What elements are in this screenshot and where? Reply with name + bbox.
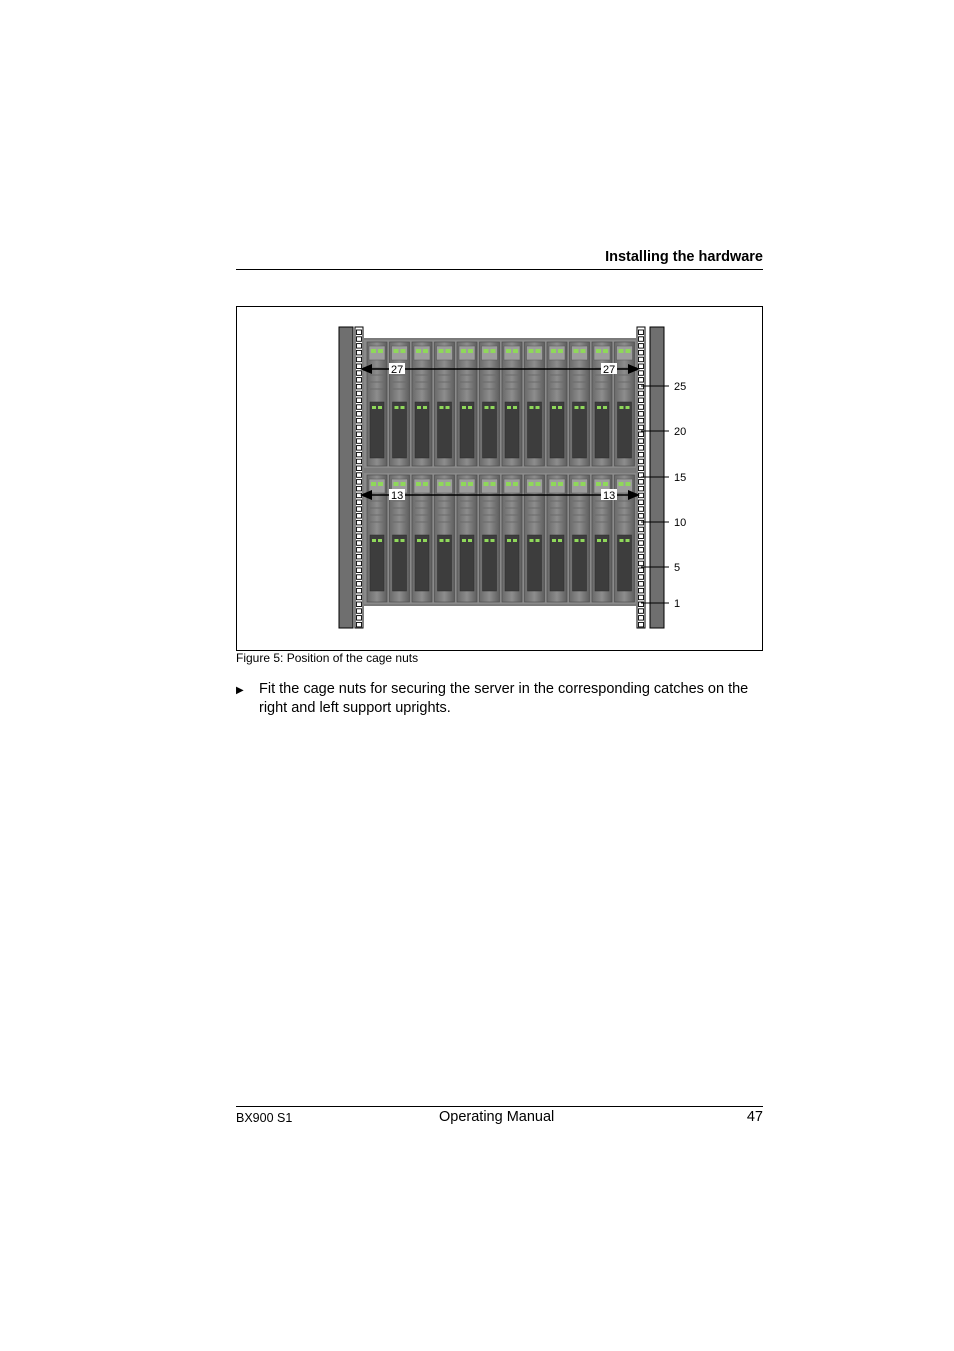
scale-label: 10	[674, 517, 687, 529]
arrow-label: 13	[603, 490, 616, 502]
drive-bay	[505, 535, 519, 591]
mounting-hole	[639, 405, 644, 410]
status-led	[484, 482, 489, 486]
mounting-hole	[357, 616, 362, 621]
status-led	[626, 349, 631, 353]
mounting-hole	[639, 575, 644, 580]
drive-led	[558, 406, 562, 409]
drive-led	[626, 406, 630, 409]
drive-bay	[393, 535, 407, 591]
mounting-hole	[639, 432, 644, 437]
mounting-hole	[639, 418, 644, 423]
drive-led	[446, 539, 450, 542]
mounting-hole	[357, 398, 362, 403]
mounting-hole	[639, 493, 644, 498]
scale-label: 5	[674, 562, 681, 574]
drive-bay	[550, 535, 564, 591]
mounting-hole	[639, 446, 644, 451]
drive-led	[552, 539, 556, 542]
mounting-hole	[357, 514, 362, 519]
mounting-hole	[357, 439, 362, 444]
status-led	[596, 482, 601, 486]
drive-led	[530, 406, 534, 409]
mounting-hole	[357, 588, 362, 593]
upright-rail	[339, 327, 353, 628]
mounting-hole	[639, 391, 644, 396]
mounting-hole	[639, 466, 644, 471]
drive-led	[513, 539, 517, 542]
mounting-hole	[357, 473, 362, 478]
mounting-hole	[357, 446, 362, 451]
drive-led	[378, 539, 382, 542]
drive-led	[372, 539, 376, 542]
mounting-hole	[357, 520, 362, 525]
mounting-hole	[357, 337, 362, 342]
status-led	[491, 349, 496, 353]
mounting-hole	[357, 371, 362, 376]
drive-led	[597, 539, 601, 542]
drive-led	[620, 539, 624, 542]
figure-caption: Figure 5: Position of the cage nuts	[236, 651, 419, 665]
drive-led	[417, 539, 421, 542]
drive-led	[513, 406, 517, 409]
mounting-hole	[357, 602, 362, 607]
scale-label: 15	[674, 472, 687, 484]
status-led	[558, 349, 563, 353]
mounting-hole	[639, 507, 644, 512]
drive-led	[462, 539, 466, 542]
drive-led	[468, 406, 472, 409]
drive-bay	[438, 535, 452, 591]
mounting-hole	[357, 350, 362, 355]
drive-led	[423, 539, 427, 542]
drive-led	[417, 406, 421, 409]
mounting-hole	[357, 554, 362, 559]
drive-bay	[595, 402, 609, 458]
drive-bay	[460, 535, 474, 591]
drive-bay	[573, 402, 587, 458]
status-led	[394, 482, 399, 486]
drive-bay	[370, 535, 384, 591]
status-led	[468, 349, 473, 353]
status-led	[506, 482, 511, 486]
drive-led	[485, 539, 489, 542]
status-led	[371, 349, 376, 353]
status-led	[423, 482, 428, 486]
status-led	[529, 482, 534, 486]
mounting-hole	[357, 459, 362, 464]
mounting-hole	[639, 371, 644, 376]
mounting-hole	[639, 459, 644, 464]
drive-led	[626, 539, 630, 542]
mounting-hole	[639, 554, 644, 559]
status-led	[551, 482, 556, 486]
mounting-hole	[639, 486, 644, 491]
mounting-hole	[357, 405, 362, 410]
mounting-hole	[357, 344, 362, 349]
drive-led	[507, 406, 511, 409]
mounting-hole	[639, 412, 644, 417]
mounting-hole	[639, 527, 644, 532]
drive-led	[401, 406, 405, 409]
mounting-hole	[639, 582, 644, 587]
status-led	[401, 349, 406, 353]
triangle-bullet-icon: ▶	[236, 685, 244, 696]
mounting-hole	[357, 493, 362, 498]
drive-bay	[550, 402, 564, 458]
mounting-hole	[357, 568, 362, 573]
status-led	[423, 349, 428, 353]
scale-label: 25	[674, 381, 687, 393]
drive-bay	[618, 402, 632, 458]
drive-led	[507, 539, 511, 542]
mounting-hole	[639, 561, 644, 566]
drive-bay	[415, 535, 429, 591]
status-led	[536, 482, 541, 486]
drive-bay	[460, 402, 474, 458]
mounting-hole	[357, 534, 362, 539]
status-led	[461, 349, 466, 353]
status-led	[371, 482, 376, 486]
drive-bay	[528, 402, 542, 458]
drive-bay	[370, 402, 384, 458]
status-led	[626, 482, 631, 486]
mounting-hole	[639, 384, 644, 389]
mounting-hole	[639, 480, 644, 485]
drive-led	[575, 406, 579, 409]
mounting-hole	[639, 378, 644, 383]
drive-bay	[573, 535, 587, 591]
mounting-hole	[357, 561, 362, 566]
section-title: Installing the hardware	[605, 249, 763, 265]
mounting-hole	[357, 548, 362, 553]
status-led	[529, 349, 534, 353]
status-led	[439, 349, 444, 353]
mounting-hole	[357, 384, 362, 389]
mounting-hole	[639, 364, 644, 369]
drive-led	[395, 539, 399, 542]
status-led	[416, 482, 421, 486]
drive-led	[603, 406, 607, 409]
status-led	[446, 482, 451, 486]
drive-led	[485, 406, 489, 409]
status-led	[574, 349, 579, 353]
status-led	[536, 349, 541, 353]
arrow-label: 27	[603, 364, 616, 376]
mounting-hole	[357, 527, 362, 532]
mounting-hole	[639, 548, 644, 553]
status-led	[484, 349, 489, 353]
mounting-hole	[639, 595, 644, 600]
mounting-hole	[357, 582, 362, 587]
drive-led	[423, 406, 427, 409]
status-led	[619, 482, 624, 486]
mounting-hole	[639, 425, 644, 430]
status-led	[581, 349, 586, 353]
mounting-hole	[357, 541, 362, 546]
mounting-hole	[357, 480, 362, 485]
footer-doc-title: Operating Manual	[439, 1109, 555, 1125]
drive-bay	[618, 535, 632, 591]
mounting-hole	[639, 588, 644, 593]
drive-led	[440, 406, 444, 409]
arrow-label: 27	[391, 364, 404, 376]
drive-led	[620, 406, 624, 409]
status-led	[439, 482, 444, 486]
drive-led	[536, 539, 540, 542]
mounting-hole	[639, 541, 644, 546]
drive-bay	[393, 402, 407, 458]
drive-bay	[438, 402, 452, 458]
drive-bay	[483, 402, 497, 458]
status-led	[558, 482, 563, 486]
mounting-hole	[639, 622, 644, 627]
mounting-hole	[639, 344, 644, 349]
drive-led	[558, 539, 562, 542]
mounting-hole	[357, 575, 362, 580]
header-divider	[236, 269, 763, 270]
status-led	[378, 482, 383, 486]
status-led	[506, 349, 511, 353]
status-led	[461, 482, 466, 486]
mounting-hole	[357, 609, 362, 614]
mounting-hole	[639, 520, 644, 525]
mounting-hole	[357, 357, 362, 362]
mounting-hole	[357, 595, 362, 600]
arrow-label: 13	[391, 490, 404, 502]
footer-divider	[236, 1106, 763, 1107]
mounting-hole	[639, 357, 644, 362]
drive-led	[536, 406, 540, 409]
drive-led	[395, 406, 399, 409]
drive-bay	[483, 535, 497, 591]
mounting-hole	[357, 418, 362, 423]
mounting-hole	[357, 378, 362, 383]
drive-led	[372, 406, 376, 409]
mounting-hole	[357, 432, 362, 437]
drive-bay	[415, 402, 429, 458]
status-led	[513, 482, 518, 486]
mounting-hole	[357, 452, 362, 457]
drive-led	[581, 539, 585, 542]
mounting-hole	[357, 507, 362, 512]
drive-led	[468, 539, 472, 542]
drive-led	[530, 539, 534, 542]
figure-frame	[236, 306, 763, 651]
mounting-hole	[639, 452, 644, 457]
drive-bay	[505, 402, 519, 458]
status-led	[603, 349, 608, 353]
drive-led	[597, 406, 601, 409]
status-led	[619, 349, 624, 353]
mounting-hole	[357, 364, 362, 369]
mounting-hole	[639, 534, 644, 539]
mounting-hole	[357, 425, 362, 430]
mounting-hole	[357, 391, 362, 396]
drive-led	[378, 406, 382, 409]
drive-led	[575, 539, 579, 542]
drive-bay	[595, 535, 609, 591]
mounting-hole	[639, 514, 644, 519]
mounting-hole	[357, 412, 362, 417]
status-led	[416, 349, 421, 353]
drive-led	[401, 539, 405, 542]
mounting-hole	[639, 337, 644, 342]
drive-led	[446, 406, 450, 409]
rack-illustration	[237, 307, 762, 650]
drive-led	[581, 406, 585, 409]
mounting-hole	[639, 500, 644, 505]
status-led	[603, 482, 608, 486]
instruction-step	[236, 680, 766, 718]
mounting-hole	[639, 350, 644, 355]
status-led	[378, 349, 383, 353]
mounting-hole	[639, 616, 644, 621]
status-led	[401, 482, 406, 486]
status-led	[574, 482, 579, 486]
status-led	[513, 349, 518, 353]
drive-led	[462, 406, 466, 409]
status-led	[581, 482, 586, 486]
status-led	[446, 349, 451, 353]
mounting-hole	[639, 609, 644, 614]
instruction-text: Fit the cage nuts for securing the server in the corresponding catches on the right and left support uprights.	[259, 681, 749, 716]
page-number: 47	[746, 1109, 763, 1125]
scale-label: 20	[674, 426, 687, 438]
footer-product: BX900 S1	[236, 1111, 293, 1125]
mounting-hole	[357, 330, 362, 335]
mounting-hole	[357, 622, 362, 627]
mounting-hole	[639, 398, 644, 403]
drive-led	[491, 406, 495, 409]
drive-led	[552, 406, 556, 409]
status-led	[551, 349, 556, 353]
drive-led	[491, 539, 495, 542]
mounting-hole	[639, 568, 644, 573]
drive-led	[603, 539, 607, 542]
drive-led	[440, 539, 444, 542]
mounting-hole	[639, 439, 644, 444]
status-led	[468, 482, 473, 486]
mounting-hole	[357, 466, 362, 471]
status-led	[596, 349, 601, 353]
mounting-hole	[357, 486, 362, 491]
drive-bay	[528, 535, 542, 591]
server-chassis-image	[364, 338, 636, 606]
mounting-hole	[357, 500, 362, 505]
status-led	[491, 482, 496, 486]
scale-label: 1	[674, 598, 681, 610]
status-led	[394, 349, 399, 353]
mounting-hole	[639, 330, 644, 335]
